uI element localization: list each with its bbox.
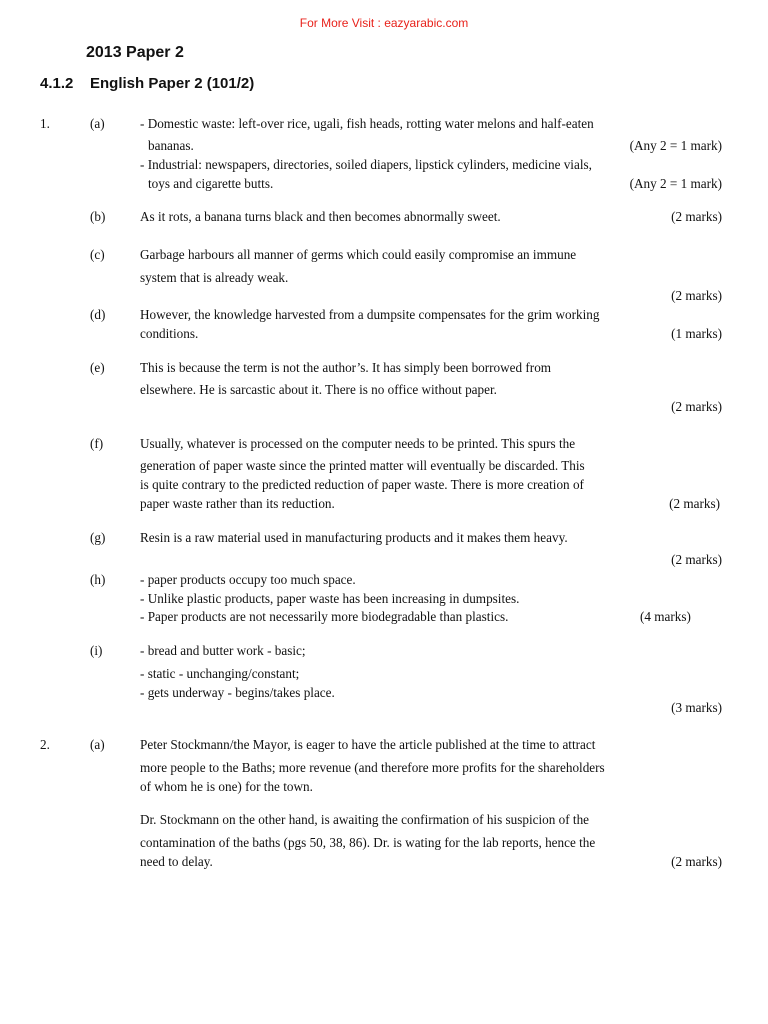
marks-label: (Any 2 = 1 mark) xyxy=(629,138,722,153)
answer-line: - paper products occupy too much space. xyxy=(140,572,356,587)
answer-line: Usually, whatever is processed on the computer needs to be printed. This spurs the xyxy=(140,436,576,451)
answer-line: - gets underway - begins/takes place. xyxy=(140,685,335,700)
marks-label: (2 marks) xyxy=(671,854,722,869)
answer-line: generation of paper waste since the printed matter will eventually be discarded. This xyxy=(140,458,585,473)
part-label: (f) xyxy=(90,436,104,451)
part-label: (c) xyxy=(90,247,105,262)
part-label: (h) xyxy=(90,572,106,587)
part-label: (a) xyxy=(90,116,105,131)
answer-line: - Unlike plastic products, paper waste has been increasing in dumpsites. xyxy=(140,591,520,606)
part-label: (a) xyxy=(90,737,105,752)
part-label: (b) xyxy=(90,209,106,224)
section-title: English Paper 2 (101/2) xyxy=(90,75,255,92)
marks-label: (Any 2 = 1 mark) xyxy=(629,176,722,191)
answer-line: Dr. Stockmann on the other hand, is awaiting the confirmation of his suspicion of the xyxy=(140,812,590,827)
answer-line: need to delay. xyxy=(140,854,213,869)
answer-line: conditions. xyxy=(140,326,199,341)
answer-line: This is because the term is not the author’s. It has simply been borrowed from xyxy=(140,360,552,375)
answer-line: is quite contrary to the predicted reduction of paper waste. There is more creation of xyxy=(140,477,584,492)
answer-line: - Paper products are not necessarily more biodegradable than plastics. xyxy=(140,609,509,624)
marks-label: (2 marks) xyxy=(671,399,722,414)
part-label: (i) xyxy=(90,643,103,658)
marks-label: (3 marks) xyxy=(671,700,722,715)
answer-line: Peter Stockmann/the Mayor, is eager to have the article published at the time to attract xyxy=(140,737,596,752)
marks-label: (2 marks) xyxy=(669,496,720,511)
marks-label: (4 marks) xyxy=(640,609,691,624)
answer-line: elsewhere. He is sarcastic about it. There is no office without paper. xyxy=(140,382,497,397)
marks-label: (2 marks) xyxy=(671,288,722,303)
marks-label: (1 marks) xyxy=(671,326,722,341)
answer-line: contamination of the baths (pgs 50, 38, 86). Dr. is wating for the lab reports, hence the xyxy=(140,835,596,850)
answer-line: Resin is a raw material used in manufacturing products and it makes them heavy. xyxy=(140,530,568,545)
answer-line: - static - unchanging/constant; xyxy=(140,666,300,681)
answer-line: more people to the Baths; more revenue (and therefore more profits for the shareholders xyxy=(140,760,605,775)
marks-label: (2 marks) xyxy=(671,552,722,567)
answer-line: - Domestic waste: left-over rice, ugali, fish heads, rotting water melons and half-eaten xyxy=(140,116,594,131)
answer-line: - bread and butter work - basic; xyxy=(140,643,306,658)
marks-label: (2 marks) xyxy=(671,209,722,224)
answer-line: However, the knowledge harvested from a dumpsite compensates for the grim working xyxy=(140,307,600,322)
answer-line: Garbage harbours all manner of germs which could easily compromise an immune xyxy=(140,247,577,262)
answer-line: paper waste rather than its reduction. xyxy=(140,496,335,511)
question-number: 1. xyxy=(40,116,50,131)
paper-title: 2013 Paper 2 xyxy=(86,44,184,61)
section-number: 4.1.2 xyxy=(40,75,74,92)
section-heading xyxy=(40,75,254,92)
question-number: 2. xyxy=(40,737,50,752)
answer-line: toys and cigarette butts. xyxy=(148,176,274,191)
part-label: (e) xyxy=(90,360,105,375)
part-label: (g) xyxy=(90,530,106,545)
part-label: (d) xyxy=(90,307,106,322)
answer-line: As it rots, a banana turns black and then becomes abnormally sweet. xyxy=(140,209,501,224)
answer-line: of whom he is one) for the town. xyxy=(140,779,313,794)
answer-line: system that is already weak. xyxy=(140,270,289,285)
answer-line: bananas. xyxy=(148,138,194,153)
source-banner: For More Visit : eazyarabic.com xyxy=(299,16,469,30)
answer-line: - Industrial: newspapers, directories, soiled diapers, lipstick cylinders, medicine vials, xyxy=(140,157,592,172)
